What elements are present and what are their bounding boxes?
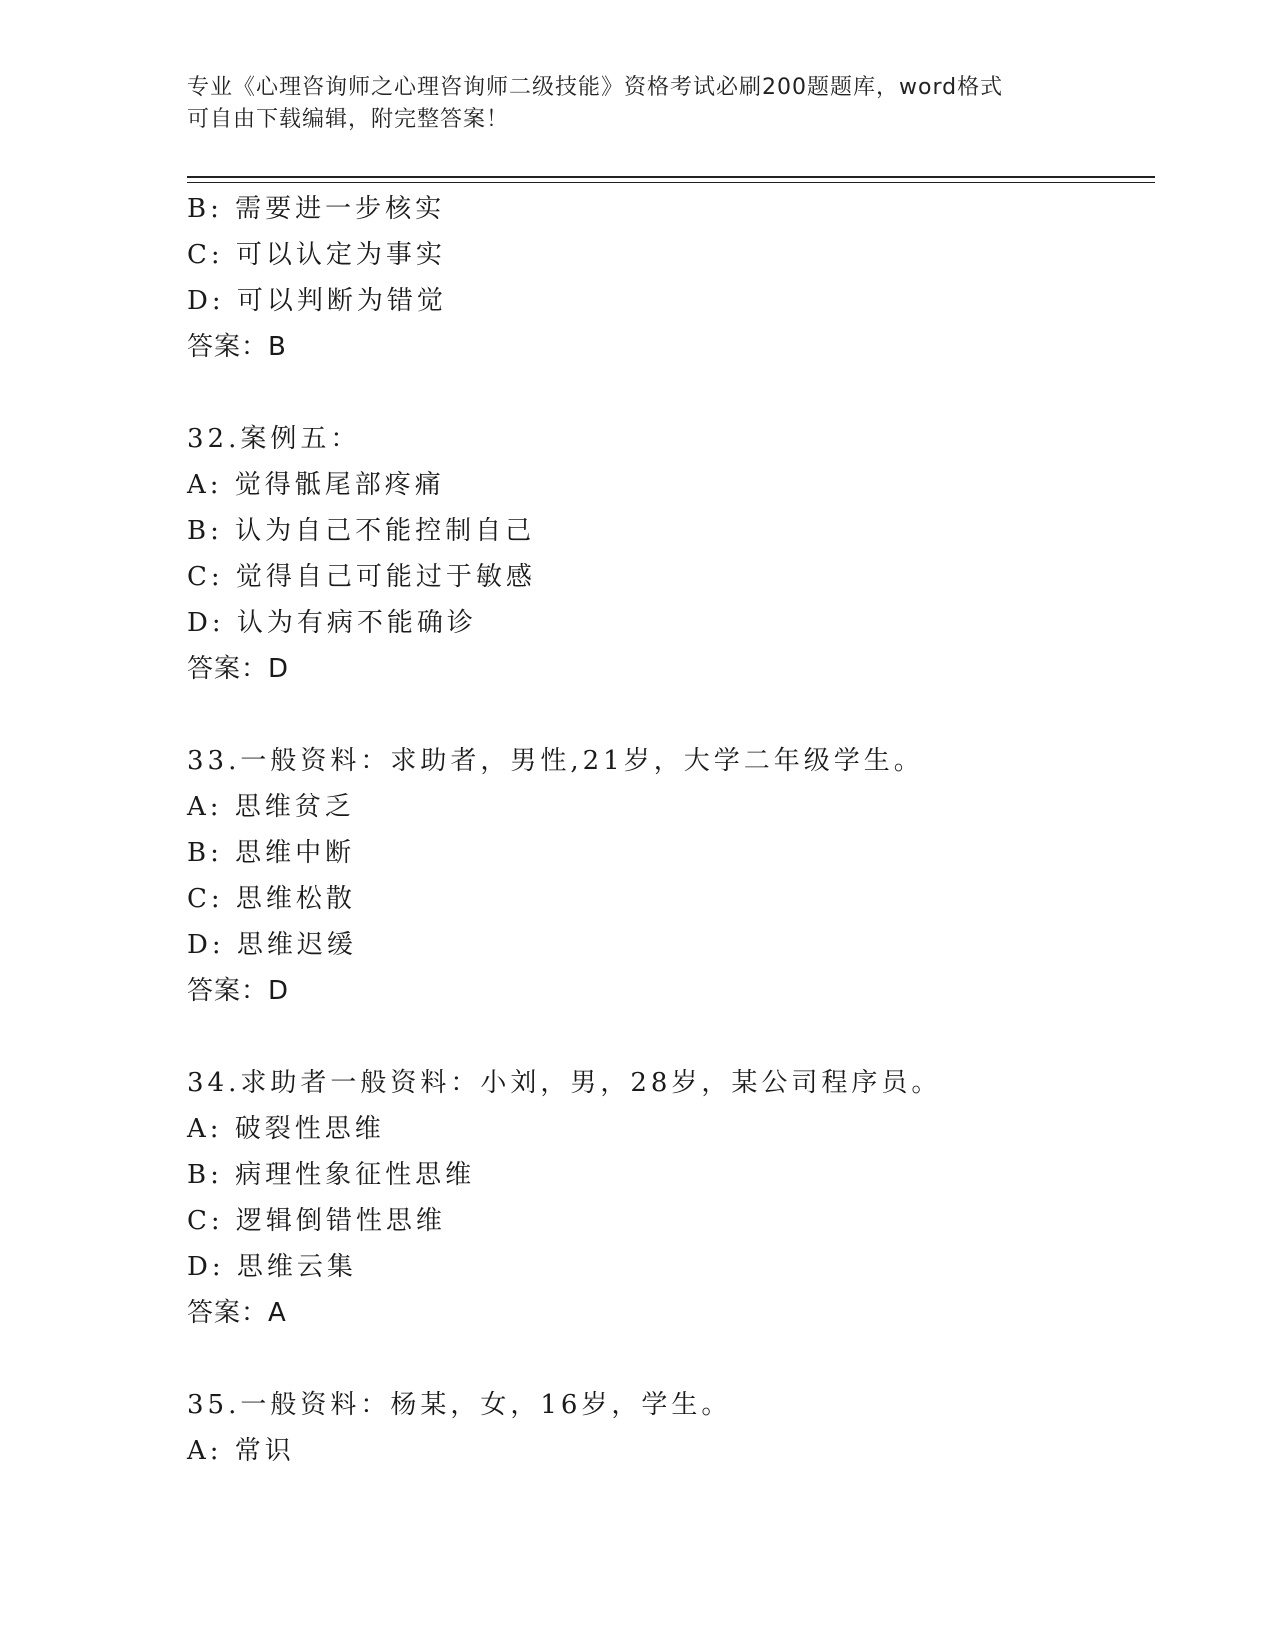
q31-answer: 答案：B: [187, 332, 287, 362]
q33-title: 33.一般资料：求助者，男性,21岁，大学二年级学生。: [187, 746, 924, 776]
header-line-1: 专业《心理咨询师之心理咨询师二级技能》资格考试必刷200题题库，word格式: [187, 75, 1004, 100]
q34-option-b: B: 病理性象征性思维: [187, 1160, 476, 1190]
question-list: [187, 186, 1155, 1474]
spacer: [187, 370, 1155, 416]
q32-option-c: C: 觉得自己可能过于敏感: [187, 562, 536, 592]
spacer: [187, 1336, 1155, 1382]
spacer: [187, 1014, 1155, 1060]
q33-option-d: D: 思维迟缓: [187, 930, 357, 960]
q32-option-b: B: 认为自己不能控制自己: [187, 516, 536, 546]
q35-option-a: A: 常识: [187, 1436, 295, 1466]
q34-option-a: A: 破裂性思维: [187, 1114, 385, 1144]
q32-answer: 答案：D: [187, 654, 290, 684]
q31-option-d: D: 可以判断为错觉: [187, 286, 447, 316]
q32-option-d: D: 认为有病不能确诊: [187, 608, 477, 638]
q33-option-a: A: 思维贫乏: [187, 792, 355, 822]
q35-title: 35.一般资料：杨某，女，16岁，学生。: [187, 1390, 732, 1420]
document-header: [187, 72, 1087, 136]
q31-option-b: B: 需要进一步核实: [187, 194, 446, 224]
spacer: [187, 692, 1155, 738]
header-divider-thin: [187, 182, 1155, 183]
q33-option-c: C: 思维松散: [187, 884, 356, 914]
q34-option-c: C: 逻辑倒错性思维: [187, 1206, 446, 1236]
q31-option-c: C: 可以认定为事实: [187, 240, 446, 270]
q32-title: 32.案例五：: [187, 424, 361, 454]
q33-option-b: B: 思维中断: [187, 838, 356, 868]
q32-option-a: A: 觉得骶尾部疼痛: [187, 470, 445, 500]
q33-answer: 答案：D: [187, 976, 290, 1006]
q34-title: 34.求助者一般资料：小刘，男，28岁，某公司程序员。: [187, 1068, 942, 1098]
header-divider-thick: [187, 176, 1155, 178]
q34-answer: 答案：A: [187, 1298, 287, 1328]
header-line-2: 可自由下载编辑，附完整答案！: [187, 107, 510, 132]
q34-option-d: D: 思维云集: [187, 1252, 357, 1282]
